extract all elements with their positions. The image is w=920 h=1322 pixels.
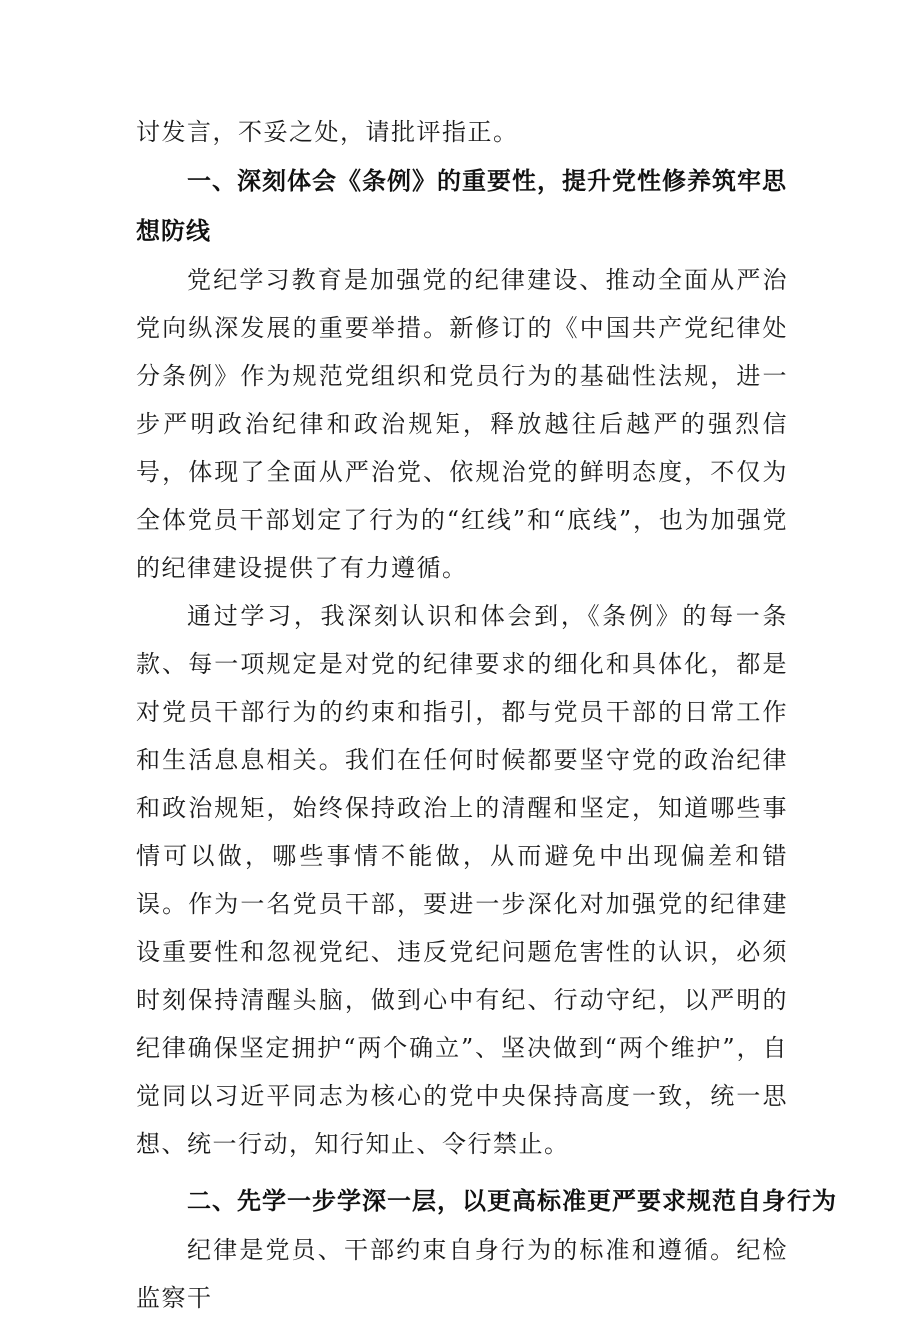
document-body xyxy=(136,108,837,1322)
section1-paragraph-1: 党纪学习教育是加强党的纪律建设、推动全面从严治党向纵深发展的重要举措。新修订的《中国共产党纪律处分条例》作为规范党组织和党员行为的基础性法规，进一步严明政治纪律和政治规矩，释放越往后越严的强烈信号，体现了全面从严治党、依规治党的鲜明态度，不仅为全体党员干部划定了行为的“红线”和“底线”，也为加强党的纪律建设提供了有力遵循。 xyxy=(136,266,788,582)
section-heading-1: 一、深刻体会《条例》的重要性，提升党性修养筑牢思想防线 xyxy=(136,167,787,245)
lead-fragment: 讨发言，不妥之处，请批评指正。 xyxy=(136,118,519,146)
section2-paragraph-1: 纪律是党员、干部约束自身行为的标准和遵循。纪检监察干 xyxy=(136,1236,788,1312)
section-heading-2: 二、先学一步学深一层，以更高标准更严要求规范自身行为 xyxy=(187,1187,837,1215)
section1-paragraph-2: 通过学习，我深刻认识和体会到，《条例》的每一条款、每一项规定是对党的纪律要求的细化和具体化，都是对党员干部行为的约束和指引，都与党员干部的日常工作和生活息息相关。我们在任何时候都要坚守党的政治纪律和政治规矩，始终保持政治上的清醒和坚定，知道哪些事情可以做，哪些事情不能做，从而避免中出现偏差和错误。作为一名党员干部，要进一步深化对加强党的纪律建设重要性和忽视党纪、违反党纪问题危害性的认识，必须时刻保持清醒头脑，做到心中有纪、行动守纪，以严明的纪律确保坚定拥护“两个确立”、坚决做到“两个维护”，自觉同以习近平同志为核心的党中央保持高度一致，统一思想、统一行动，知行知止、令行禁止。 xyxy=(136,602,788,1158)
